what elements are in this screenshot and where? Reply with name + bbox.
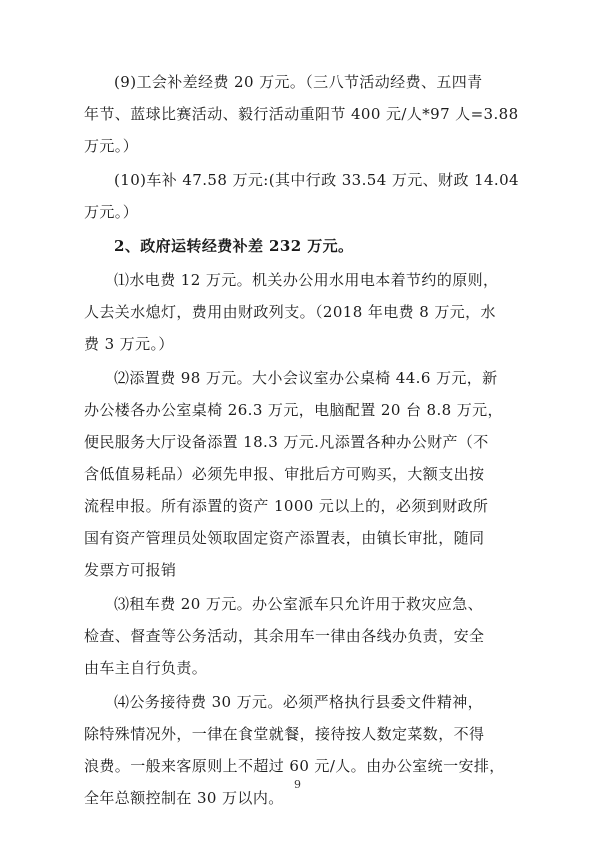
- paragraph-line: 浪费。一般来客原则上不超过 60 元/人。由办公室统一安排，: [84, 757, 505, 775]
- paragraph-line: 由车主自行负责。: [84, 659, 208, 677]
- paragraph-line: 流程申报。所有添置的资产 1000 元以上的，必须到财政所: [84, 497, 489, 515]
- paragraph-item-9: [84, 66, 519, 162]
- paragraph-line: ⑶租车费 20 万元。办公室派车只允许用于救灾应急、: [114, 595, 484, 613]
- paragraph-line: 检查、督查等公务活动，其余用车一律由各线办负责，安全: [84, 627, 485, 645]
- paragraph-line: 年节、蓝球比赛活动、毅行活动重阳节 400 元/人*97 人=3.88: [84, 105, 519, 123]
- paragraph-line: 含低值易耗品）必须先申报、审批后方可购买，大额支出按: [84, 465, 485, 483]
- paragraph-line: 人去关水熄灯，费用由财政列支。（2018 年电费 8 万元，水: [84, 303, 496, 321]
- paragraph-line: 发票方可报销: [84, 561, 177, 579]
- paragraph-line: ⑷公务接待费 30 万元。必须严格执行县委文件精神，: [114, 693, 484, 711]
- paragraph-line: 除特殊情况外，一律在食堂就餐，接待按人数定菜数，不得: [84, 725, 485, 743]
- paragraph-purchases: [84, 362, 514, 586]
- page-number: 9: [294, 778, 301, 791]
- paragraph-item-10: [84, 164, 519, 228]
- paragraph-line: 国有资产管理员处领取固定资产添置表，由镇长审批，随同: [84, 529, 485, 547]
- paragraph-line: 费 3 万元。）: [84, 335, 174, 353]
- paragraph-car-rental: [84, 588, 514, 684]
- paragraph-line: 万元。）: [84, 137, 139, 155]
- paragraph-line: 办公楼各办公室桌椅 26.3 万元，电脑配置 20 台 8.8 万元，: [84, 401, 503, 419]
- paragraph-line: ⑴水电费 12 万元。机关办公用水用电本着节约的原则，: [114, 271, 499, 289]
- paragraph-line: (10)车补 47.58 万元:(其中行政 33.54 万元、财政 14.04: [114, 171, 519, 189]
- paragraph-line: 全年总额控制在 30 万以内。: [84, 789, 284, 807]
- paragraph-line: 便民服务大厅设备添置 18.3 万元.凡添置各种办公财产（不: [84, 433, 489, 451]
- section-heading-2: [84, 230, 514, 262]
- paragraph-line: ⑵添置费 98 万元。大小会议室办公桌椅 44.6 万元，新: [114, 369, 498, 387]
- section-heading-text: 2、政府运转经费补差 232 万元。: [114, 237, 354, 255]
- paragraph-reception: [84, 686, 514, 814]
- paragraph-utilities: [84, 264, 514, 360]
- paragraph-line: (9)工会补差经费 20 万元。（三八节活动经费、五四青: [114, 73, 483, 91]
- paragraph-line: 万元。）: [84, 203, 139, 221]
- document-body: [84, 66, 519, 816]
